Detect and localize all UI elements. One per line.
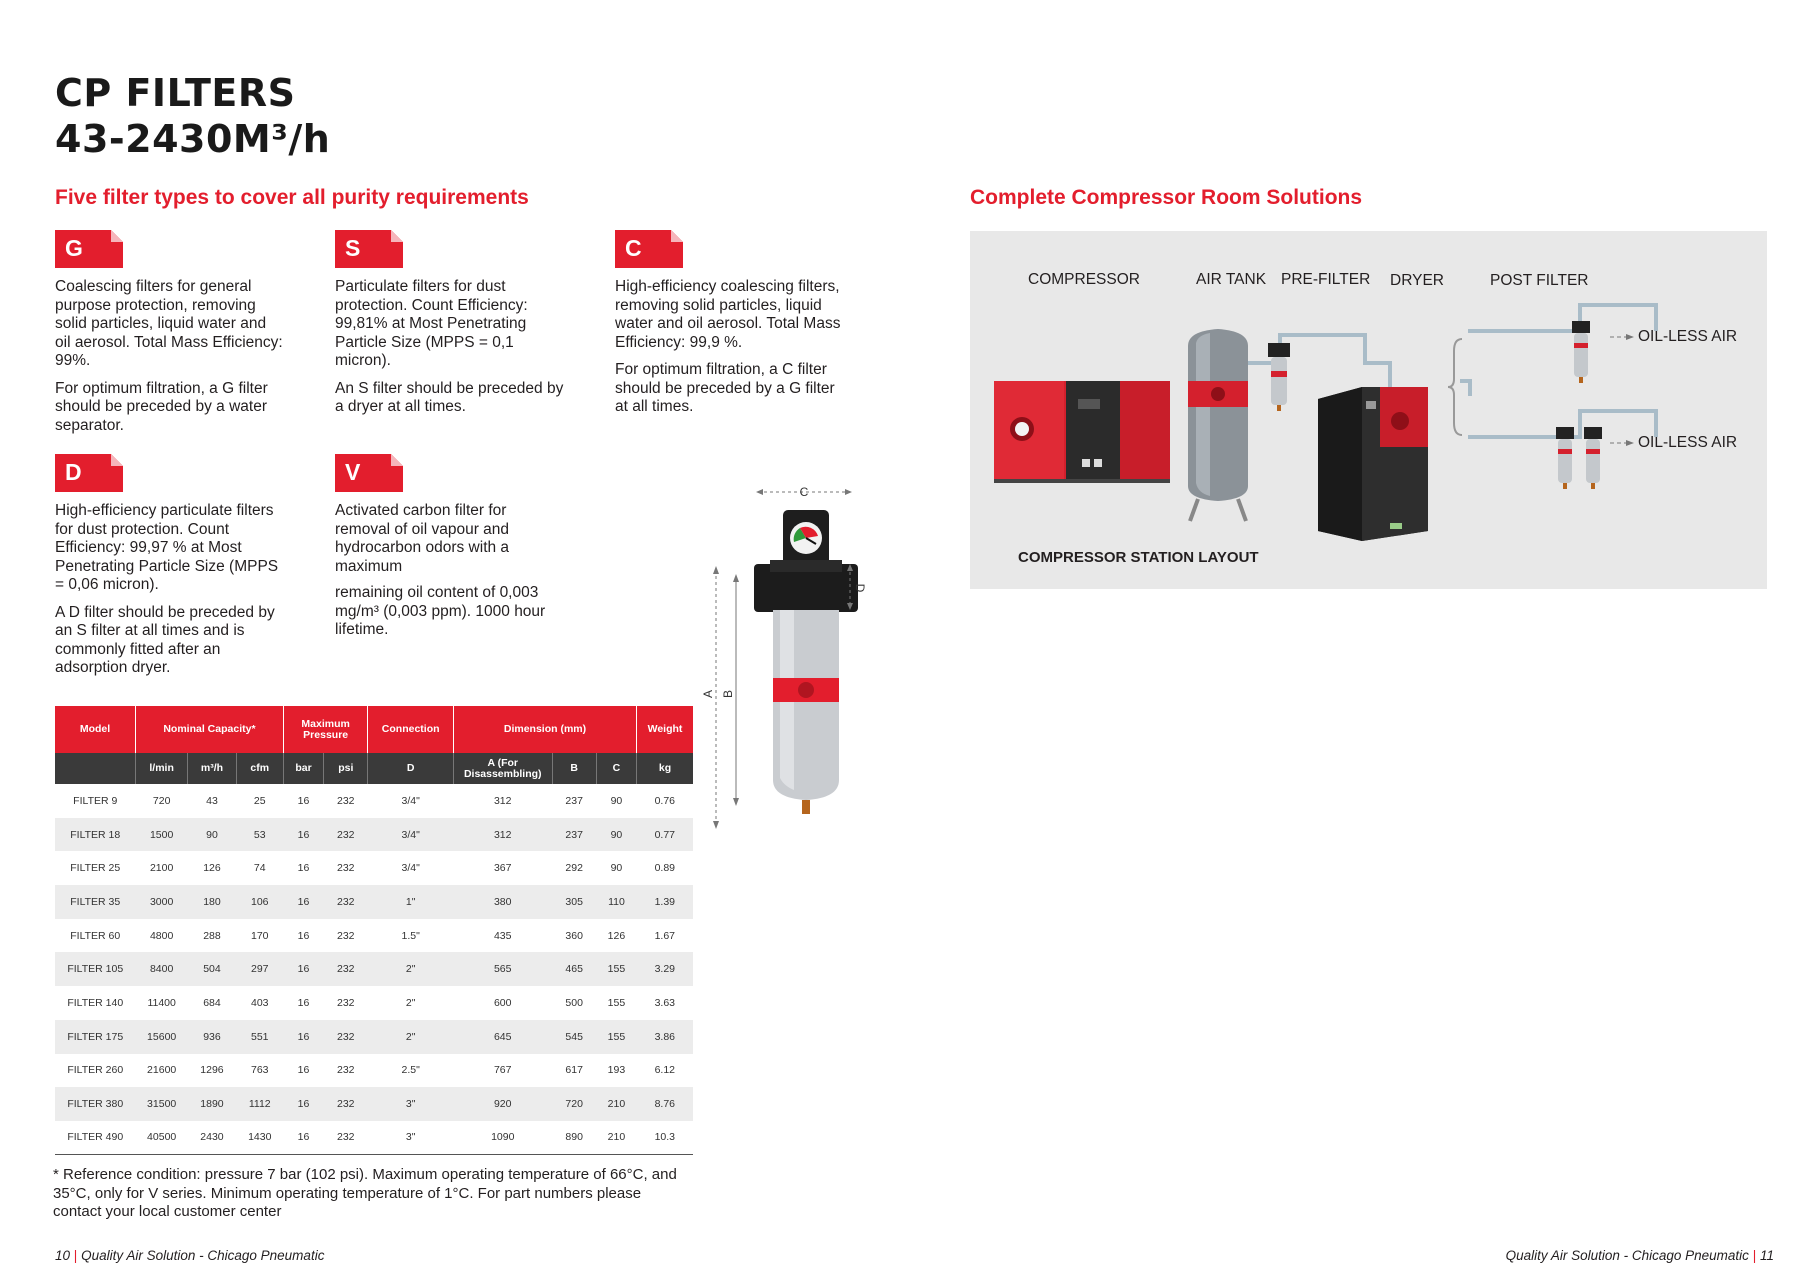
table-cell: 90 <box>188 818 236 852</box>
table-cell: 720 <box>552 1087 596 1121</box>
table-cell: 1.67 <box>654 929 675 942</box>
table-cell: 40500 <box>136 1121 188 1155</box>
table-cell: 16 <box>297 862 310 875</box>
table-cell: 551 <box>236 1020 283 1054</box>
badge-letter: V <box>345 459 361 485</box>
compressor-station-panel <box>970 231 1767 589</box>
post-filter-unit-top <box>1572 321 1590 383</box>
sub-header: C <box>596 753 636 784</box>
table-cell: 155 <box>607 996 626 1009</box>
table-cell: 1" <box>368 885 454 919</box>
table-cell: 8.76 <box>637 1087 693 1121</box>
table-cell: 2" <box>368 952 454 986</box>
model-cell: FILTER 18 <box>55 818 136 852</box>
filter-s-para-1: Particulate filters for dust protection. Count Efficiency: 99,81% at Most Penetrating Particle Size (MPPS = 0,1 micron). <box>335 278 528 369</box>
table-cell: 237 <box>565 794 583 807</box>
table-cell: 600 <box>493 996 512 1009</box>
table-cell: 360 <box>565 929 583 942</box>
table-row <box>55 818 693 852</box>
title-line-2: 43-2430M³/h <box>55 117 331 161</box>
page-title <box>55 70 330 162</box>
header-nominal-capacity: Nominal Capacity* <box>136 706 284 753</box>
filter-c-text <box>615 278 850 426</box>
table-cell: 2" <box>368 1020 454 1054</box>
table-cell: 1090 <box>453 1121 552 1155</box>
filter-types-heading: Five filter types to cover all purity requirements <box>55 186 529 209</box>
table-cell: 380 <box>453 885 552 919</box>
table-cell: 3/4" <box>401 862 420 875</box>
table-cell: 16 <box>283 1121 323 1155</box>
table-cell: 3/4" <box>368 818 454 852</box>
table-cell: 90 <box>596 818 636 852</box>
filter-v-text <box>335 502 565 649</box>
table-cell: 193 <box>607 1064 626 1077</box>
filter-g-para-1: Coalescing filters for general purpose protection, removing solid particles, liquid water and oil aerosol. Total Mass Efficiency: 99%. <box>55 278 283 369</box>
table-cell: 210 <box>596 1121 636 1155</box>
table-cell: 1.5" <box>401 929 420 942</box>
label-air-tank: AIR TANK <box>1196 271 1267 288</box>
model-cell: FILTER 60 <box>70 929 121 942</box>
table-row <box>55 851 693 885</box>
header-model: Model <box>55 706 136 753</box>
title-line-1: CP FILTERS <box>55 71 296 115</box>
table-cell: 3.29 <box>637 952 693 986</box>
pre-filter-unit <box>1268 343 1290 411</box>
table-cell: 232 <box>337 996 355 1009</box>
table-cell: 232 <box>324 1087 368 1121</box>
filter-d-para-2: A D filter should be preceded by an S filter at all times and is commonly fitted after an adsorption dryer. <box>55 603 275 676</box>
table-row <box>55 1087 693 1121</box>
table-cell: 1430 <box>236 1121 283 1155</box>
dim-label-b: B <box>721 689 735 699</box>
table-cell: 170 <box>250 929 269 942</box>
table-cell: 210 <box>596 1087 636 1121</box>
header-weight: Weight <box>637 706 693 753</box>
table-cell: 545 <box>552 1020 596 1054</box>
sub-header: m³/h <box>188 753 236 784</box>
table-cell: 10.3 <box>637 1121 693 1155</box>
table-cell: 0.89 <box>654 862 675 875</box>
table-cell: 1.39 <box>637 885 693 919</box>
table-cell: 288 <box>203 929 221 942</box>
post-filter-unit-bottom-2 <box>1584 427 1602 489</box>
dim-label-d: D <box>853 583 867 593</box>
footnote: * Reference condition: pressure 7 bar (102 psi). Maximum operating temperature of 66°C, and 35°C, only for V series. Minimum operating temperature of 1°C. For part numbers please contact your local customer center <box>53 1166 677 1220</box>
table-cell: 237 <box>552 818 596 852</box>
table-cell: 155 <box>596 1020 636 1054</box>
table-cell: 126 <box>203 862 221 875</box>
sub-header: kg <box>637 753 693 784</box>
table-cell: 367 <box>493 862 512 875</box>
table-cell: 21600 <box>147 1064 177 1077</box>
table-cell: 504 <box>188 952 236 986</box>
table-body <box>55 784 693 1155</box>
table-cell: 106 <box>236 885 283 919</box>
badge-letter: S <box>345 235 361 261</box>
table-cell: 232 <box>337 1064 355 1077</box>
model-cell: FILTER 9 <box>73 794 118 807</box>
table-cell: 6.12 <box>654 1064 675 1077</box>
filter-c-para-2: For optimum filtration, a C filter should be preceded by a G filter at all times. <box>615 361 835 415</box>
table-row <box>55 1054 693 1088</box>
sub-header: cfm <box>236 753 283 784</box>
table-cell: 74 <box>253 862 266 875</box>
table-cell: 763 <box>250 1064 269 1077</box>
table-cell: 920 <box>453 1087 552 1121</box>
table-cell: 16 <box>297 929 310 942</box>
table-cell: 16 <box>283 818 323 852</box>
filter-v-para-1: Activated carbon filter for removal of oil vapour and hydrocarbon odors with a maximum <box>335 502 510 575</box>
table-cell: 1296 <box>200 1064 224 1077</box>
filter-d-text <box>55 502 285 687</box>
table-cell: 90 <box>610 862 623 875</box>
footer-right-text: Quality Air Solution - Chicago Pneumatic <box>1505 1248 1749 1263</box>
table-cell: 16 <box>297 794 310 807</box>
table-row <box>55 952 693 986</box>
badge-letter: G <box>65 235 83 261</box>
table-cell: 645 <box>453 1020 552 1054</box>
table-cell: 232 <box>324 952 368 986</box>
table-cell: 297 <box>236 952 283 986</box>
post-filter-unit-bottom-1 <box>1556 427 1574 489</box>
table-cell: 16 <box>283 885 323 919</box>
table-row <box>55 1121 693 1155</box>
badge-g <box>55 230 123 268</box>
table-cell: 232 <box>337 862 355 875</box>
page-number-right: 11 <box>1759 1248 1774 1263</box>
footer-separator: | <box>73 1248 78 1263</box>
table-cell: 15600 <box>136 1020 188 1054</box>
table-cell: 3" <box>368 1121 454 1155</box>
table-cell: 53 <box>236 818 283 852</box>
table-cell: 3" <box>368 1087 454 1121</box>
table-cell: 3.63 <box>654 996 675 1009</box>
header-connection: Connection <box>368 706 454 753</box>
table-cell: 16 <box>297 996 310 1009</box>
table-cell: 25 <box>253 794 266 807</box>
page-number-left: 10 <box>55 1248 71 1263</box>
table-cell: 0.76 <box>654 794 675 807</box>
table-cell: 1500 <box>136 818 188 852</box>
filter-c-para-1: High-efficiency coalescing filters, removing solid particles, liquid water and oil aerosol. Total Mass Efficiency: 99,9 %. <box>615 278 841 351</box>
model-cell: FILTER 35 <box>55 885 136 919</box>
table-cell: 2430 <box>188 1121 236 1155</box>
header-max-pressure: Maximum Pressure <box>283 706 368 753</box>
sub-header: l/min <box>136 753 188 784</box>
table-cell: 0.77 <box>637 818 693 852</box>
table-row <box>55 1020 693 1054</box>
sub-header: B <box>552 753 596 784</box>
badge-s <box>335 230 403 268</box>
table-cell: 403 <box>250 996 269 1009</box>
table-group-header <box>55 706 693 753</box>
table-cell: 305 <box>552 885 596 919</box>
model-cell: FILTER 140 <box>67 996 124 1009</box>
table-cell: 312 <box>453 818 552 852</box>
label-pre-filter: PRE-FILTER <box>1281 271 1371 288</box>
table-cell: 155 <box>596 952 636 986</box>
filter-illustration <box>700 480 867 880</box>
table-cell: 2.5" <box>401 1064 420 1077</box>
footer-left-text: Quality Air Solution - Chicago Pneumatic <box>81 1248 325 1263</box>
footer-right <box>1506 1248 1774 1263</box>
label-oil-less-air-1: OIL-LESS AIR <box>1638 328 1738 345</box>
table-cell: 684 <box>203 996 221 1009</box>
sub-header: psi <box>324 753 368 784</box>
model-cell: FILTER 260 <box>67 1064 124 1077</box>
model-cell: FILTER 105 <box>55 952 136 986</box>
table-cell: 232 <box>324 818 368 852</box>
table-cell: 3/4" <box>401 794 420 807</box>
table-cell: 232 <box>337 794 355 807</box>
table-cell: 180 <box>188 885 236 919</box>
sub-header <box>55 753 136 784</box>
table-cell: 500 <box>565 996 583 1009</box>
sub-header: bar <box>283 753 323 784</box>
table-cell: 2" <box>405 996 416 1009</box>
table-cell: 890 <box>552 1121 596 1155</box>
table-cell: 16 <box>283 1020 323 1054</box>
table-cell: 126 <box>607 929 626 942</box>
table-cell: 767 <box>493 1064 512 1077</box>
table-row <box>55 986 693 1020</box>
table-cell: 312 <box>493 794 512 807</box>
table-cell: 292 <box>565 862 583 875</box>
badge-v <box>335 454 403 492</box>
filter-g-text <box>55 278 285 444</box>
dryer-unit <box>1318 387 1428 541</box>
badge-d <box>55 454 123 492</box>
label-post-filter: POST FILTER <box>1490 272 1589 289</box>
room-solutions-heading: Complete Compressor Room Solutions <box>970 186 1363 209</box>
dim-label-a: A <box>701 689 715 699</box>
badge-c <box>615 230 683 268</box>
badge-letter: C <box>625 235 642 261</box>
label-dryer: DRYER <box>1390 272 1444 289</box>
table-cell: 565 <box>453 952 552 986</box>
filter-g-para-2: For optimum filtration, a G filter should be preceded by a water separator. <box>55 379 268 434</box>
table-cell: 3.86 <box>637 1020 693 1054</box>
table-cell: 435 <box>493 929 512 942</box>
table-sub-header <box>55 753 693 784</box>
table-cell: 465 <box>552 952 596 986</box>
label-oil-less-air-2: OIL-LESS AIR <box>1638 434 1738 451</box>
label-compressor: COMPRESSOR <box>1028 271 1140 288</box>
table-cell: 1890 <box>188 1087 236 1121</box>
table-cell: 4800 <box>149 929 174 942</box>
sub-header: A (For Disassembling) <box>453 753 552 784</box>
layout-caption: COMPRESSOR STATION LAYOUT <box>1018 549 1259 566</box>
table-cell: 16 <box>283 1087 323 1121</box>
table-row <box>55 919 693 953</box>
filter-v-para-2: remaining oil content of 0,003 mg/m³ (0,003 ppm). 1000 hour lifetime. <box>335 584 546 638</box>
filter-s-text <box>335 278 565 426</box>
badge-letter: D <box>65 459 82 485</box>
table-cell: 232 <box>324 1121 368 1155</box>
table-cell: 8400 <box>136 952 188 986</box>
table-cell: 90 <box>610 794 623 807</box>
table-cell: 16 <box>283 952 323 986</box>
model-cell: FILTER 490 <box>55 1121 136 1155</box>
table-cell: 232 <box>324 1020 368 1054</box>
filter-s-para-2: An S filter should be preceded by a dryer at all times. <box>335 379 564 415</box>
filter-spec-table <box>55 706 693 1155</box>
table-cell: 110 <box>596 885 636 919</box>
table-cell: 16 <box>297 1064 310 1077</box>
table-cell: 936 <box>188 1020 236 1054</box>
table-cell: 1112 <box>236 1087 283 1121</box>
table-cell: 232 <box>324 885 368 919</box>
table-cell: 617 <box>565 1064 583 1077</box>
table-cell: 2100 <box>149 862 174 875</box>
table-cell: 3000 <box>136 885 188 919</box>
dim-label-c: C <box>799 485 809 499</box>
air-tank-unit <box>1188 329 1248 521</box>
model-cell: FILTER 380 <box>55 1087 136 1121</box>
station-diagram <box>970 231 1767 589</box>
table-cell: 11400 <box>147 996 176 1009</box>
table-cell: 720 <box>152 794 171 807</box>
table-cell: 232 <box>337 929 355 942</box>
filter-d-para-1: High-efficiency particulate filters for dust protection. Count Efficiency: 99,97 % at Most Penetrating Particle Size (MPPS = 0,06 micron). <box>55 502 279 593</box>
table-row <box>55 885 693 919</box>
header-dimension: Dimension (mm) <box>453 706 636 753</box>
footer-separator: | <box>1752 1248 1757 1263</box>
model-cell: FILTER 25 <box>70 862 121 875</box>
footer-left <box>55 1248 324 1263</box>
model-cell: FILTER 175 <box>55 1020 136 1054</box>
table-cell: 43 <box>206 794 218 807</box>
table-row <box>55 784 693 818</box>
table-cell: 31500 <box>136 1087 188 1121</box>
compressor-unit <box>994 381 1170 483</box>
sub-header: D <box>368 753 454 784</box>
